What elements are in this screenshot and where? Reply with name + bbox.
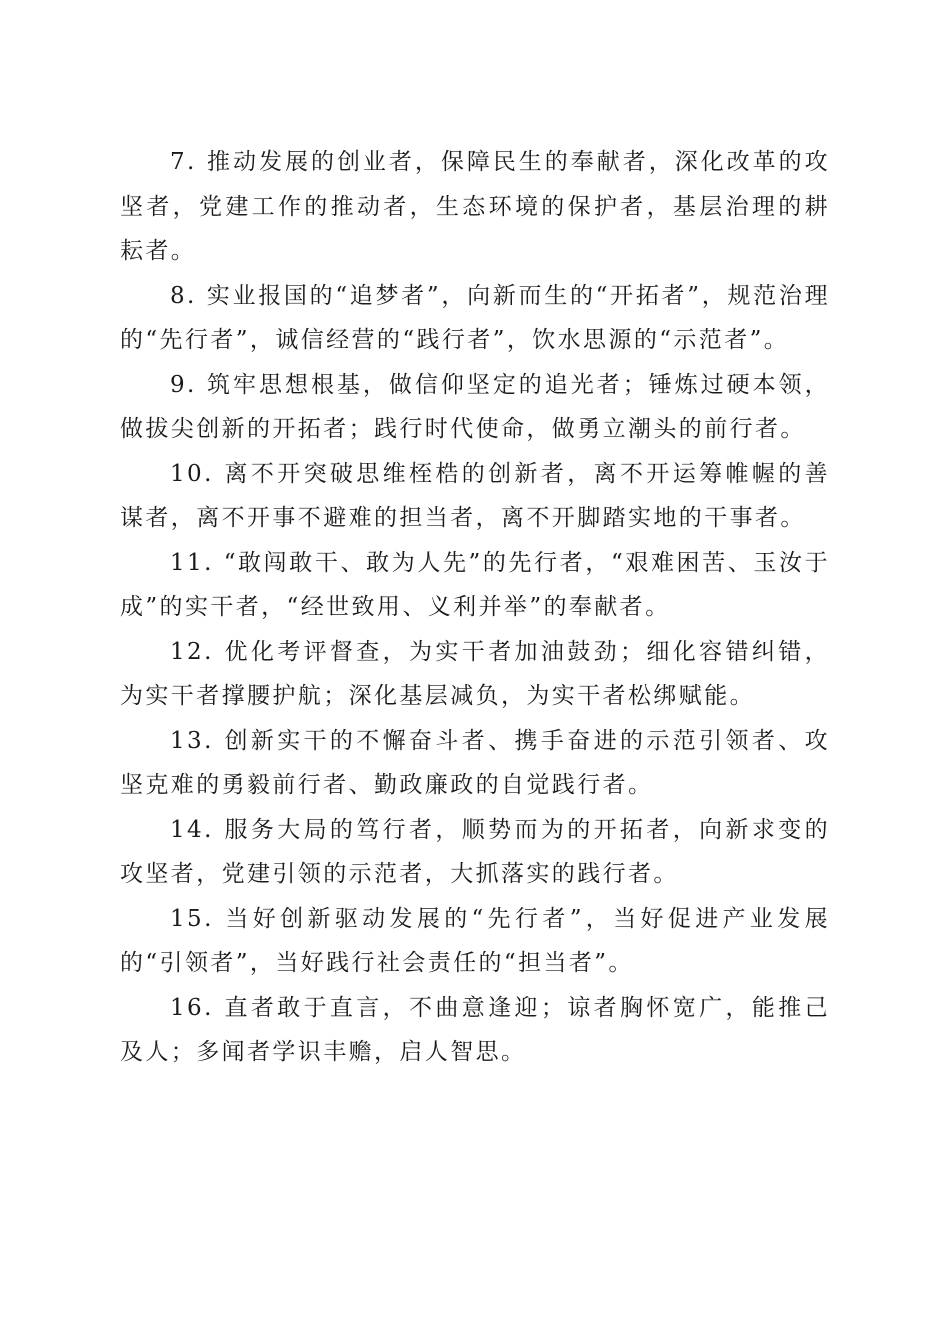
paragraph-13: 13. 创新实干的不懈奋斗者、携手奋进的示范引领者、攻坚克难的勇毅前行者、勤政廉政的自觉践行者。: [120, 727, 830, 798]
paragraph-14: 14. 服务大局的笃行者，顺势而为的开拓者，向新求变的攻坚者，党建引领的示范者，大抓落实的践行者。: [120, 816, 830, 887]
paragraph-16: 16. 直者敢于直言，不曲意逢迎；谅者胸怀宽广，能推己及人；多闻者学识丰赡，启人智思。: [120, 994, 830, 1065]
paragraph-11: 11. “敢闯敢干、敢为人先”的先行者，“艰难困苦、玉汝于成”的实干者，“经世致用、义利并举”的奉献者。: [120, 549, 830, 620]
paragraph-12: 12. 优化考评督查，为实干者加油鼓劲；细化容错纠错，为实干者撑腰护航；深化基层减负，为实干者松绑赋能。: [120, 638, 830, 709]
paragraph-9: 9. 筑牢思想根基，做信仰坚定的追光者；锤炼过硬本领，做拔尖创新的开拓者；践行时代使命，做勇立潮头的前行者。: [120, 371, 830, 442]
paragraph-15: 15. 当好创新驱动发展的“先行者”，当好促进产业发展的“引领者”，当好践行社会责任的“担当者”。: [120, 905, 830, 976]
document-body: [120, 140, 830, 1075]
paragraph-10: 10. 离不开突破思维桎梏的创新者，离不开运筹帷幄的善谋者，离不开事不避难的担当者，离不开脚踏实地的干事者。: [120, 460, 830, 531]
paragraph-7: 7. 推动发展的创业者，保障民生的奉献者，深化改革的攻坚者，党建工作的推动者，生态环境的保护者，基层治理的耕耘者。: [120, 149, 830, 264]
paragraph-8: 8. 实业报国的“追梦者”，向新而生的“开拓者”，规范治理的“先行者”，诚信经营的“践行者”，饮水思源的“示范者”。: [120, 282, 830, 353]
